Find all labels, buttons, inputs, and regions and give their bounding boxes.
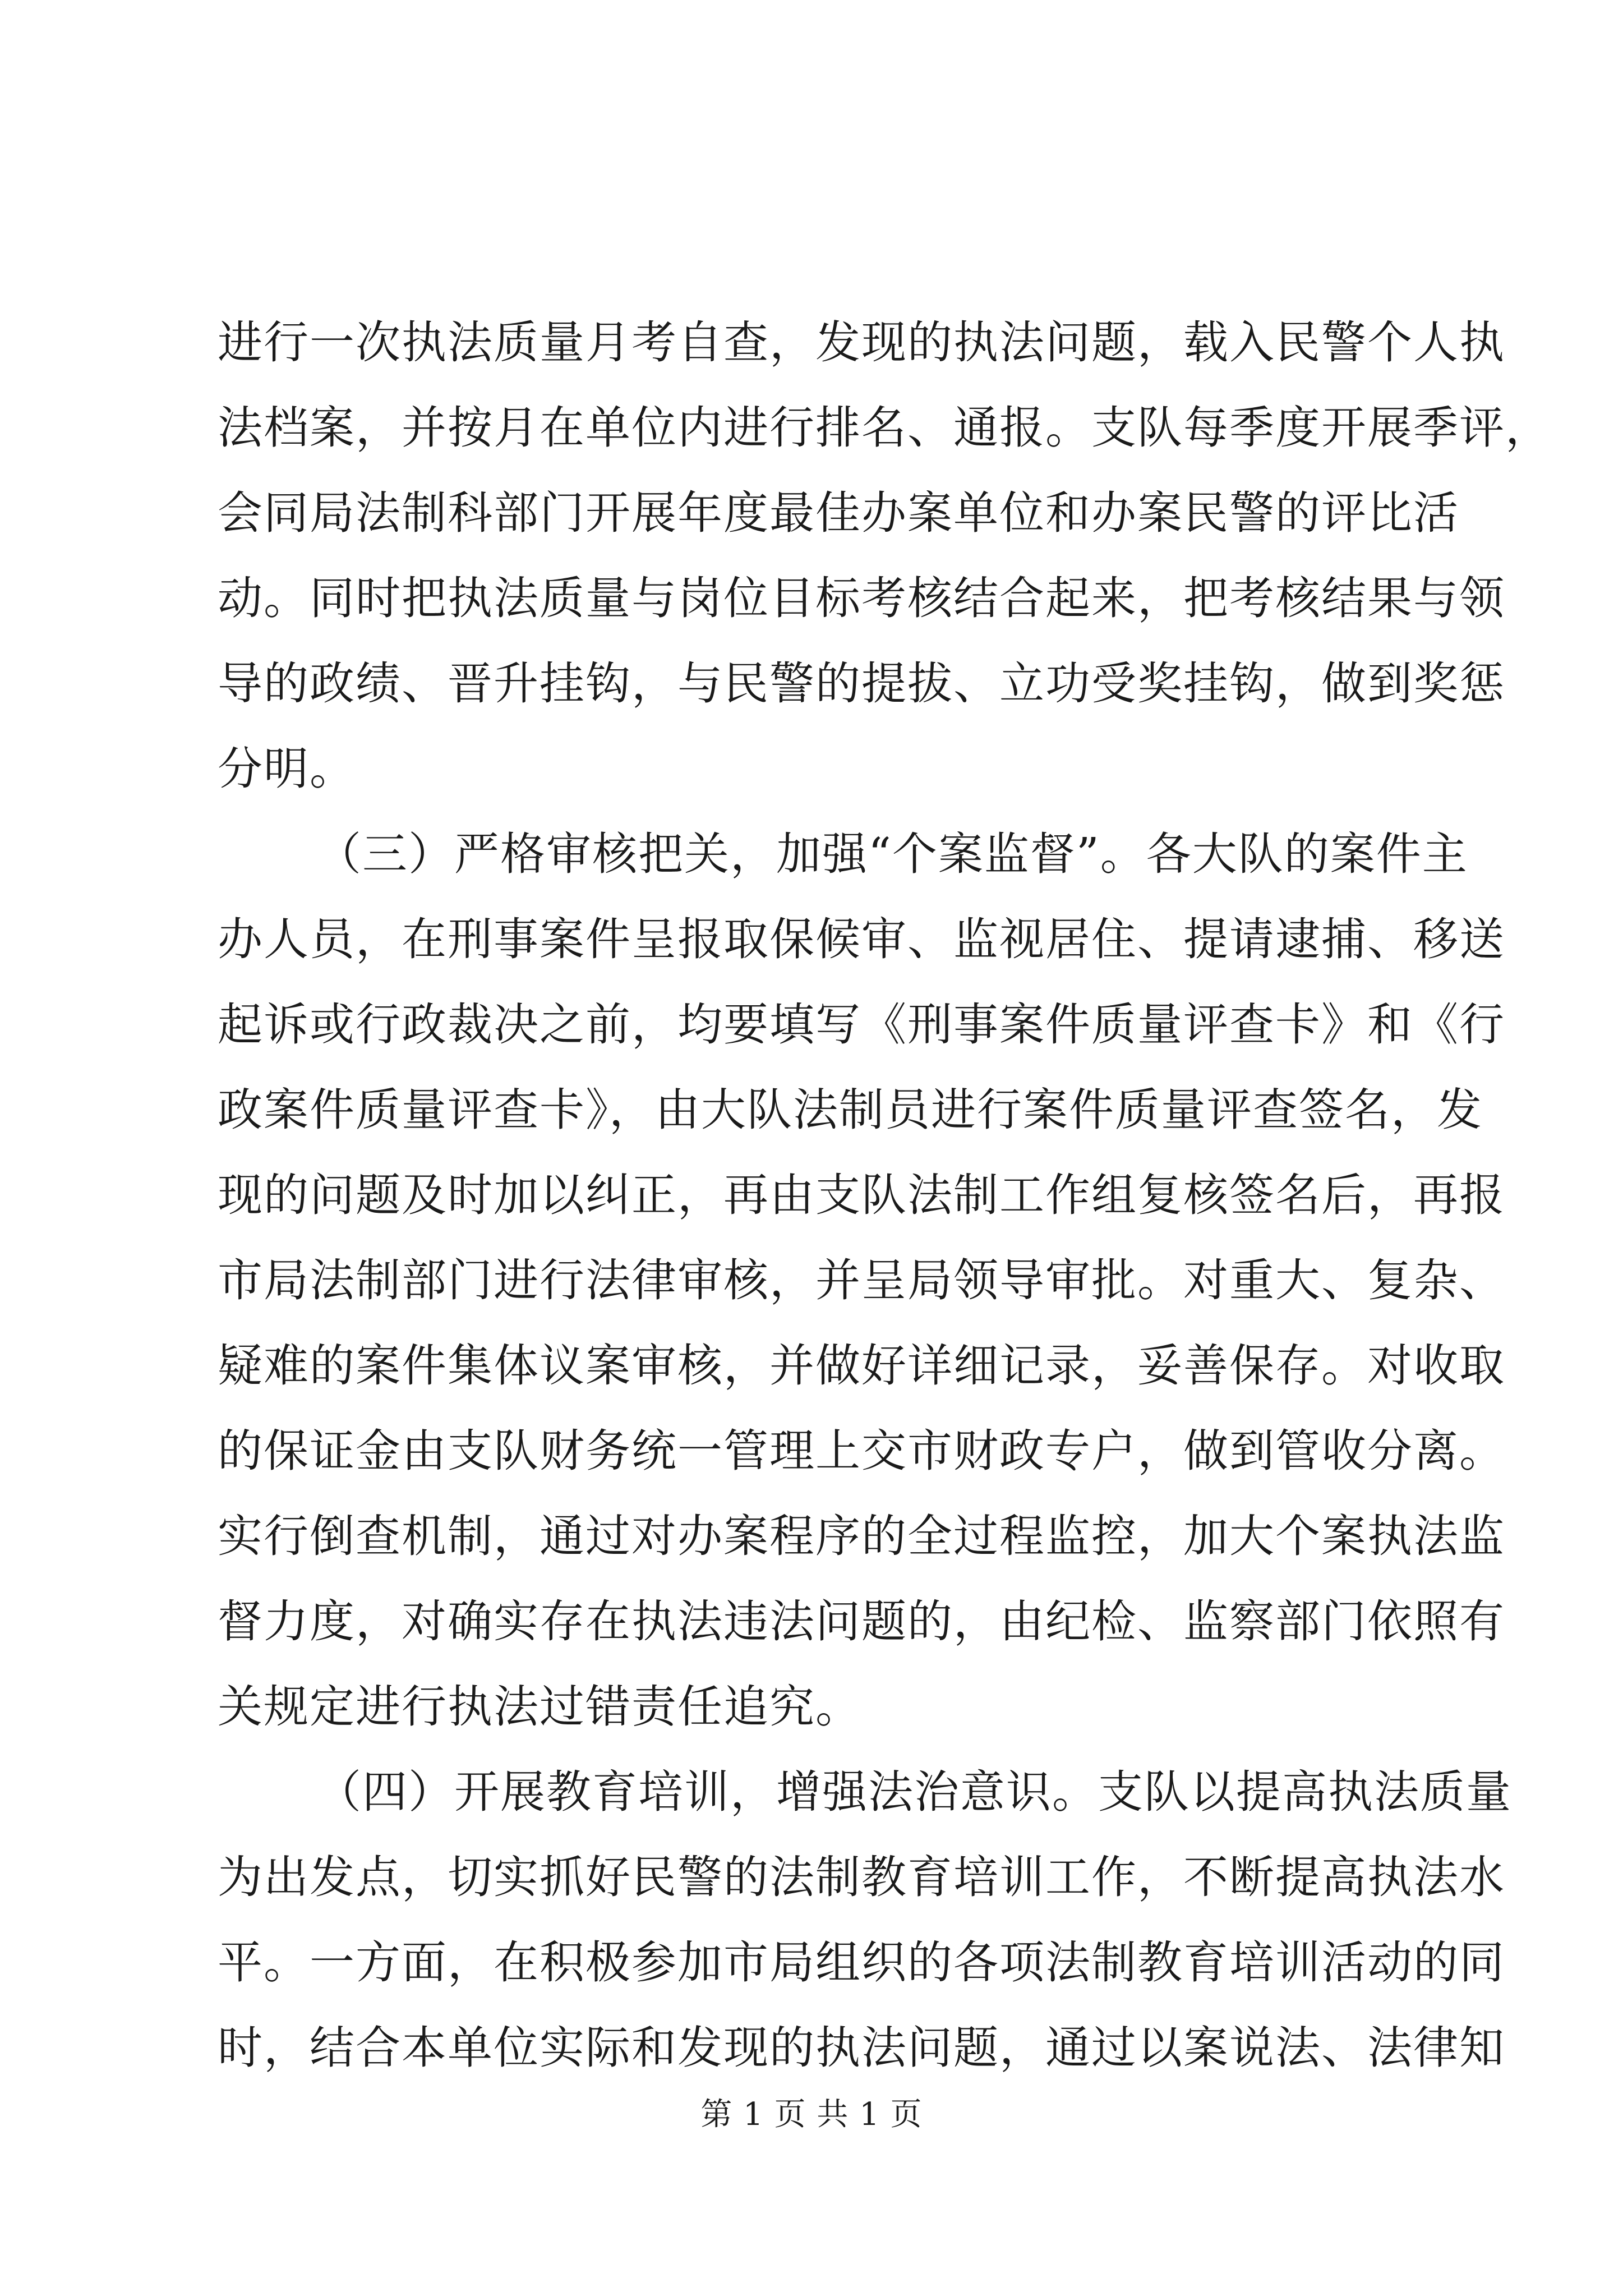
text-line: 导的政绩、晋升挂钩，与民警的提拔、立功受奖挂钩，做到奖惩 [218, 657, 1505, 710]
text-line: （四）开展教育培训，增强法治意识。支队以提高执法质量 [316, 1766, 1512, 1818]
text-line: 起诉或行政裁决之前，均要填写《刑事案件质量评查卡》和《行 [218, 999, 1505, 1051]
text-line: 市局法制部门进行法律审核，并呈局领导审批。对重大、复杂、 [218, 1254, 1505, 1306]
text-line: （三）严格审核把关，加强“个案监督”。各大队的案件主 [316, 828, 1468, 880]
text-line: 时，结合本单位实际和发现的执法问题，通过以案说法、法律知 [218, 2022, 1505, 2074]
text-line: 为出发点，切实抓好民警的法制教育培训工作，不断提高执法水 [218, 1851, 1505, 1903]
text-line: 督力度，对确实存在执法违法问题的，由纪检、监察部门依照有 [218, 1595, 1505, 1648]
text-line: 平。一方面，在积极参加市局组织的各项法制教育培训活动的同 [218, 1936, 1505, 1989]
text-line: 关规定进行执法过错责任追究。 [218, 1681, 861, 1733]
text-line: 的保证金由支队财务统一管理上交市财政专户，做到管收分离。 [218, 1425, 1505, 1477]
text-line: 进行一次执法质量月考自查，发现的执法问题，载入民警个人执 [218, 316, 1505, 369]
text-line: 会同局法制科部门开展年度最佳办案单位和办案民警的评比活 [218, 487, 1459, 539]
text-line: 现的问题及时加以纠正，再由支队法制工作组复核签名后，再报 [218, 1169, 1505, 1221]
text-line: 法档案，并按月在单位内进行排名、通报。支队每季度开展季评， [218, 402, 1551, 454]
text-line: 分明。 [218, 743, 356, 795]
text-line: 疑难的案件集体议案审核，并做好详细记录，妥善保存。对收取 [218, 1340, 1505, 1392]
text-line: 政案件质量评查卡》，由大队法制员进行案件质量评查签名，发 [218, 1084, 1483, 1136]
page-footer: 第 1 页 共 1 页 [700, 2096, 923, 2133]
text-line: 动。同时把执法质量与岗位目标考核结合起来，把考核结果与领 [218, 572, 1505, 624]
text-line: 办人员，在刑事案件呈报取保候审、监视居住、提请逮捕、移送 [218, 913, 1505, 965]
body-text [218, 300, 1551, 2091]
text-line: 实行倒查机制，通过对办案程序的全过程监控，加大个案执法监 [218, 1510, 1505, 1562]
